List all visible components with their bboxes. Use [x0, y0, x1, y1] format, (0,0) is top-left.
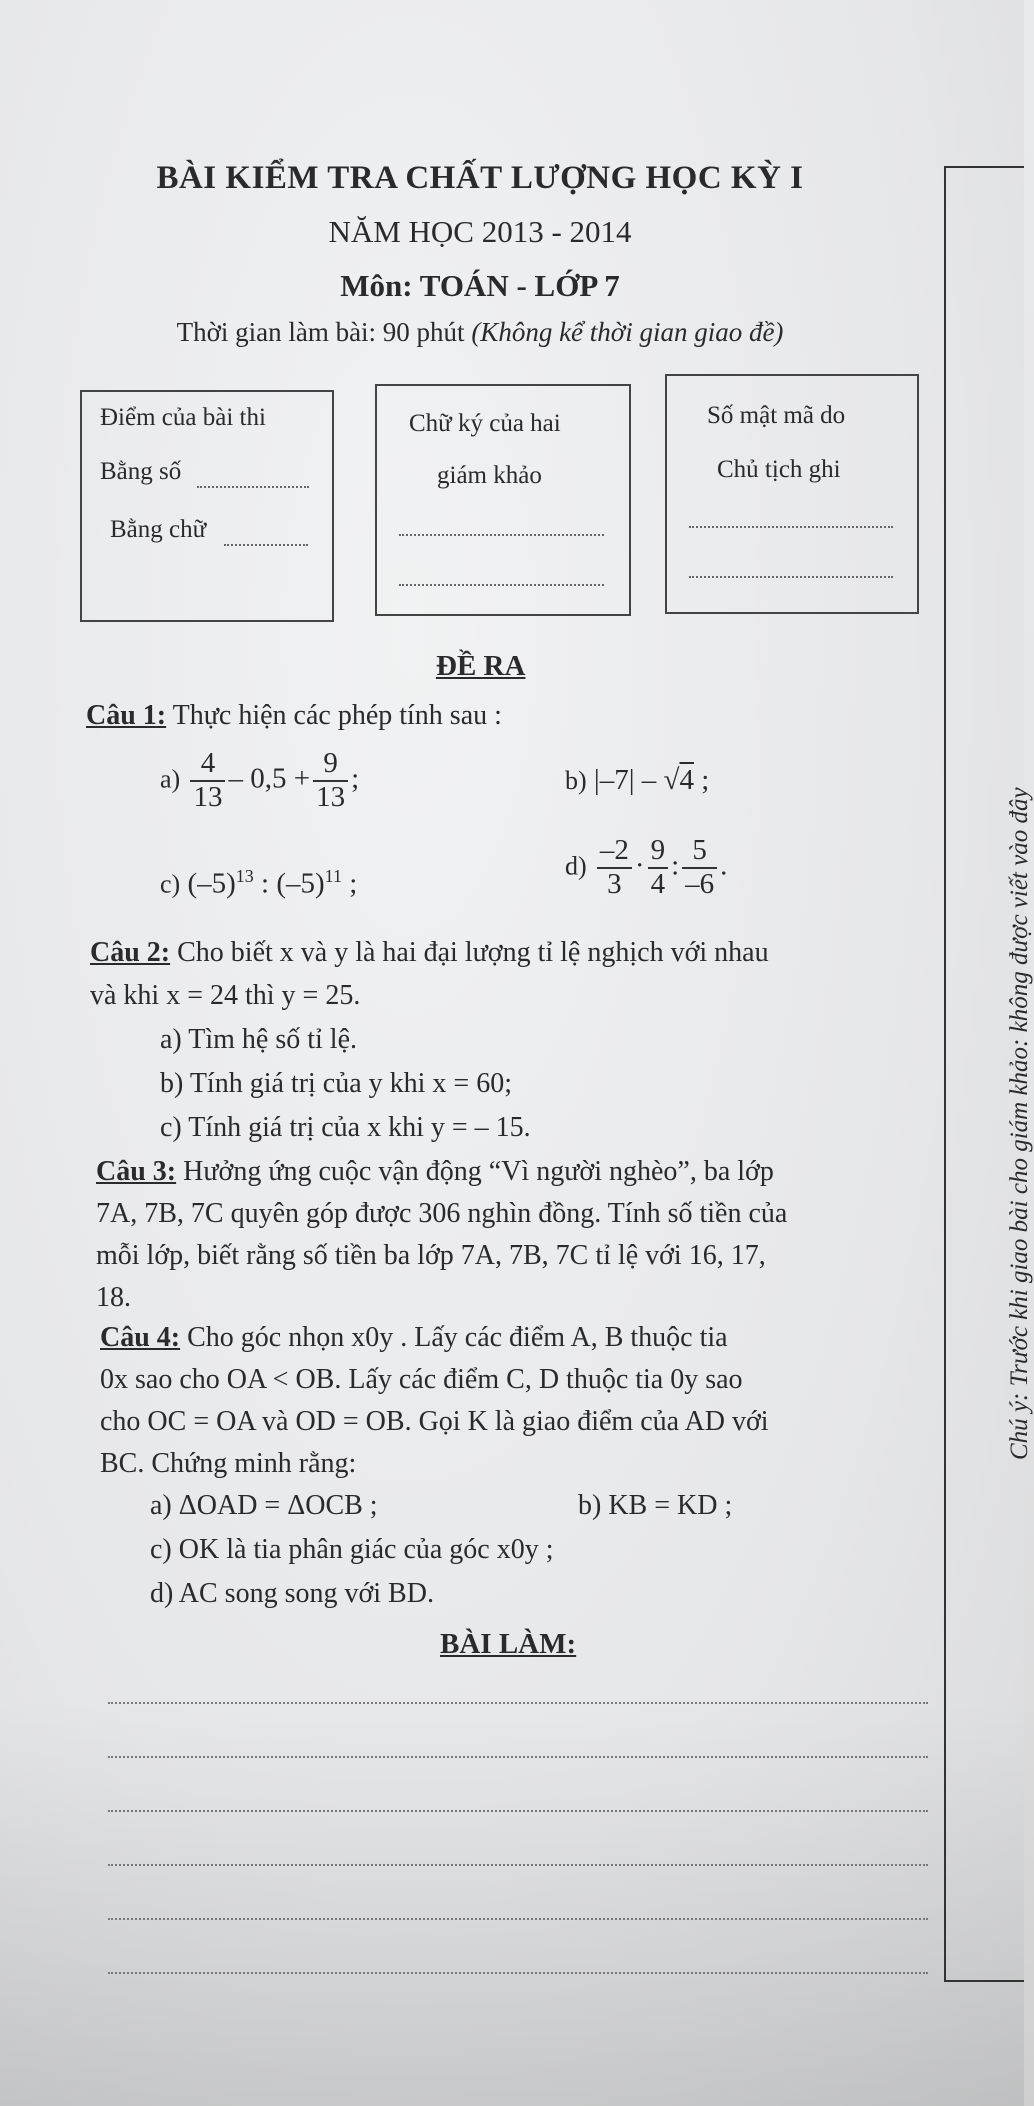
- q4-line1: Câu 4: Cho góc nhọn x0y . Lấy các điểm A, B thuộc tia: [100, 1322, 728, 1353]
- code-blank-2[interactable]: [689, 576, 893, 578]
- signature-blank-2[interactable]: [399, 584, 604, 586]
- school-year: NĂM HỌC 2013 - 2014: [328, 214, 632, 249]
- score-box: [80, 390, 334, 622]
- score-words-label: Bằng chữ: [110, 516, 207, 543]
- q4-part-c: c) OK là tia phân giác của góc x0y ;: [150, 1534, 554, 1565]
- signature-blank-1[interactable]: [399, 534, 604, 536]
- q2-part-c: c) Tính giá trị của x khi y = – 15.: [160, 1112, 531, 1143]
- q2-label: Câu 2:: [90, 937, 171, 968]
- signature-label-line1: Chữ ký của hai: [409, 410, 561, 437]
- answer-line-1[interactable]: [108, 1702, 928, 1704]
- score-number-blank[interactable]: [197, 486, 309, 488]
- answer-line-2[interactable]: [108, 1756, 928, 1758]
- q4-line2: 0x sao cho OA < OB. Lấy các điểm C, D thuộc tia 0y sao: [100, 1364, 743, 1395]
- q3-label: Câu 3:: [96, 1156, 177, 1187]
- q1-text: Thực hiện các phép tính sau :: [172, 700, 502, 731]
- q1c-expression: c) $(-5)^{13}$ : $(-5)^{11}$ ;: [160, 866, 358, 900]
- q4-label: Câu 4:: [100, 1322, 181, 1353]
- answer-line-6[interactable]: [108, 1972, 928, 1974]
- answer-title: BÀI LÀM:: [440, 1628, 577, 1660]
- score-number-label: Bằng số: [100, 458, 182, 485]
- sidebar-note: Chú ý: Trước khi giao bài cho giám khảo: không được viết vào đây: [1006, 787, 1033, 1460]
- code-label-line2: Chủ tịch ghi: [717, 456, 841, 483]
- score-words-blank[interactable]: [224, 544, 308, 546]
- paper-shadow: [0, 1700, 1024, 2106]
- time-limit: Thời gian làm bài: 90 phút (Không kể thời gian giao đề): [176, 317, 784, 347]
- examiner-signature-box: [375, 384, 631, 616]
- q4-line3: cho OC = OA và OD = OB. Gọi K là giao điểm của AD với: [100, 1406, 769, 1437]
- q2-part-b: b) Tính giá trị của y khi x = 60;: [160, 1068, 512, 1099]
- q1d-expression: d) $\frac{-2}{3}$ · $\frac{9}{4}$ : $\frac{5}{-6}$ .: [565, 834, 728, 900]
- q4-part-a: a) ΔOAD = ΔOCB ;: [150, 1490, 378, 1521]
- subject: Môn: TOÁN - LỚP 7: [340, 268, 620, 303]
- exam-title: BÀI KIỂM TRA CHẤT LƯỢNG HỌC KỲ I: [156, 160, 804, 196]
- code-blank-1[interactable]: [689, 526, 893, 528]
- answer-line-3[interactable]: [108, 1810, 928, 1812]
- score-box-title: Điểm của bài thi: [100, 404, 266, 431]
- secret-code-box: [665, 374, 919, 614]
- answer-line-4[interactable]: [108, 1864, 928, 1866]
- q1-heading: [86, 700, 502, 732]
- answer-line-5[interactable]: [108, 1918, 928, 1920]
- q3-line1: Câu 3: Hưởng ứng cuộc vận động “Vì người nghèo”, ba lớp: [96, 1156, 774, 1187]
- code-label-line1: Số mật mã do: [707, 402, 846, 429]
- q2-line1: Câu 2: Cho biết x và y là hai đại lượng tỉ lệ nghịch với nhau: [90, 937, 769, 968]
- q4-part-b: b) KB = KD ;: [578, 1490, 733, 1521]
- section-title: ĐỀ RA: [436, 650, 526, 682]
- q4-line4: BC. Chứng minh rằng:: [100, 1448, 357, 1479]
- q1b-expression: b) |–7| – √4 ;: [565, 764, 710, 796]
- q1-label: Câu 1:: [86, 700, 167, 731]
- q4-part-d: d) AC song song với BD.: [150, 1578, 434, 1609]
- q2-line2: và khi x = 24 thì y = 25.: [90, 980, 361, 1011]
- q3-line4: 18.: [96, 1282, 131, 1313]
- q1a-expression: a) $\frac{4}{13}$ – 0,5 + $\frac{9}{13}$ ;: [160, 747, 360, 813]
- q2-part-a: a) Tìm hệ số tỉ lệ.: [160, 1024, 357, 1055]
- signature-label-line2: giám khảo: [437, 462, 542, 489]
- q3-line3: mỗi lớp, biết rằng số tiền ba lớp 7A, 7B, 7C tỉ lệ với 16, 17,: [96, 1240, 766, 1271]
- q3-line2: 7A, 7B, 7C quyên góp được 306 nghìn đồng. Tính số tiền của: [96, 1198, 788, 1229]
